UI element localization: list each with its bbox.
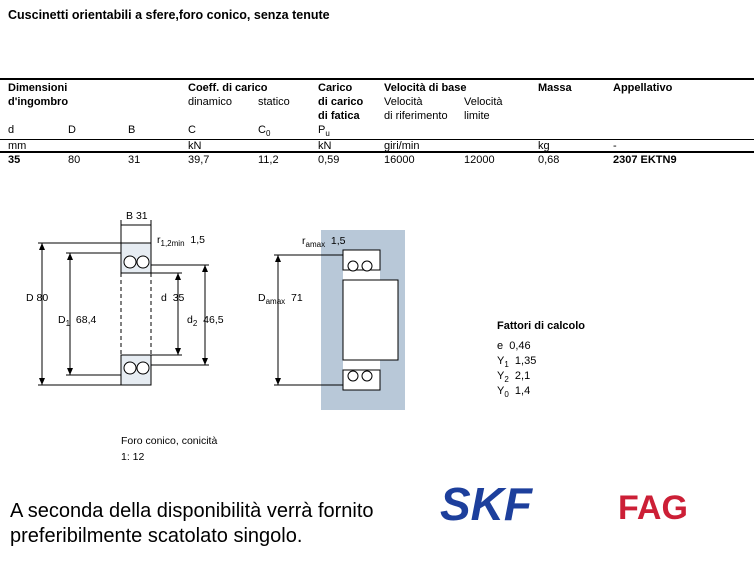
unit-kN-C: kN xyxy=(188,140,202,152)
ball-icon xyxy=(124,362,136,374)
ball-icon xyxy=(137,362,149,374)
hdr-speed-limit: Velocità limite xyxy=(464,96,503,122)
hdr-speed: Velocità di base xyxy=(384,82,467,94)
ball-icon xyxy=(137,256,149,268)
sym-C0: $C_0$ xyxy=(258,124,271,139)
label-r: $r_{1,2min}$ 1,5 xyxy=(157,234,205,249)
unit-mm: mm xyxy=(8,140,27,152)
sym-D: D xyxy=(68,124,76,136)
unit-kN-Pu: kN xyxy=(318,140,332,152)
hdr-designation: Appellativo xyxy=(613,82,673,94)
unit-kg: kg xyxy=(538,140,550,152)
val-limit-speed: 12000 xyxy=(464,154,495,166)
hdr-load-static: statico xyxy=(258,96,290,108)
val-C0: 11,2 xyxy=(258,154,279,166)
factor-Y1: $Y_1$ 1,35 xyxy=(497,355,537,370)
fag-logo xyxy=(618,489,688,527)
skf-logo xyxy=(440,478,534,530)
ball-icon xyxy=(348,261,358,271)
taper-note-line1: Foro conico, conicità xyxy=(121,435,218,447)
val-C: 39,7 xyxy=(188,154,210,166)
label-B: B 31 xyxy=(126,210,148,222)
val-designation: 2307 EKTN9 xyxy=(613,154,677,166)
sym-C: C xyxy=(188,124,196,136)
val-d: 35 xyxy=(8,154,21,166)
label-D: D 80 xyxy=(26,292,49,304)
hdr-load: Coeff. di carico xyxy=(188,82,268,94)
hdr-mass: Massa xyxy=(538,82,572,94)
unit-designation: - xyxy=(613,140,617,152)
val-B: 31 xyxy=(128,154,141,166)
label-ra: $r_{amax}$ 1,5 xyxy=(302,235,346,250)
mounting-drawing xyxy=(274,230,405,410)
label-D1: $D_1$ 68,4 xyxy=(58,314,97,329)
taper-note-line2: 1: 12 xyxy=(121,451,145,463)
notice-line2: preferibilmente scatolato singolo. xyxy=(10,525,303,547)
factors-title: Fattori di calcolo xyxy=(497,320,586,332)
sleeve xyxy=(343,280,398,360)
sym-B: B xyxy=(128,124,136,136)
factor-e: e 0,46 xyxy=(497,340,531,352)
sym-d: d xyxy=(8,124,15,136)
svg-text:FAG: FAG xyxy=(618,489,688,527)
val-Pu: 0,59 xyxy=(318,154,340,166)
ball-icon xyxy=(348,371,358,381)
hdr-dimensions: Dimensioni d'ingombro xyxy=(8,82,69,108)
sym-Pu: $P_u$ xyxy=(318,124,330,139)
page-title: Cuscinetti orientabili a sfere,foro conico, senza tenute xyxy=(8,8,330,22)
label-d: d 35 xyxy=(161,292,185,304)
factor-Y0: $Y_0$ 1,4 xyxy=(497,385,531,400)
factor-Y2: $Y_2$ 2,1 xyxy=(497,370,531,385)
notice-line1: A seconda della disponibilità verrà fornito xyxy=(10,500,374,522)
ball-icon xyxy=(124,256,136,268)
housing-shoulder xyxy=(321,250,343,390)
label-Da: $D_{amax}$ 71 xyxy=(258,292,303,307)
val-ref-speed: 16000 xyxy=(384,154,415,166)
val-mass: 0,68 xyxy=(538,154,560,166)
svg-text:SKF: SKF xyxy=(440,478,532,530)
label-d2: $d_2$ 46,5 xyxy=(187,314,224,329)
hdr-fatigue: Carico di carico di fatica xyxy=(318,82,364,122)
val-D: 80 xyxy=(68,154,81,166)
hdr-speed-ref: Velocità di riferimento xyxy=(384,96,448,122)
hdr-load-dynamic: dinamico xyxy=(188,96,233,108)
ball-icon xyxy=(362,261,372,271)
ball-icon xyxy=(362,371,372,381)
unit-speed: giri/min xyxy=(384,140,420,152)
